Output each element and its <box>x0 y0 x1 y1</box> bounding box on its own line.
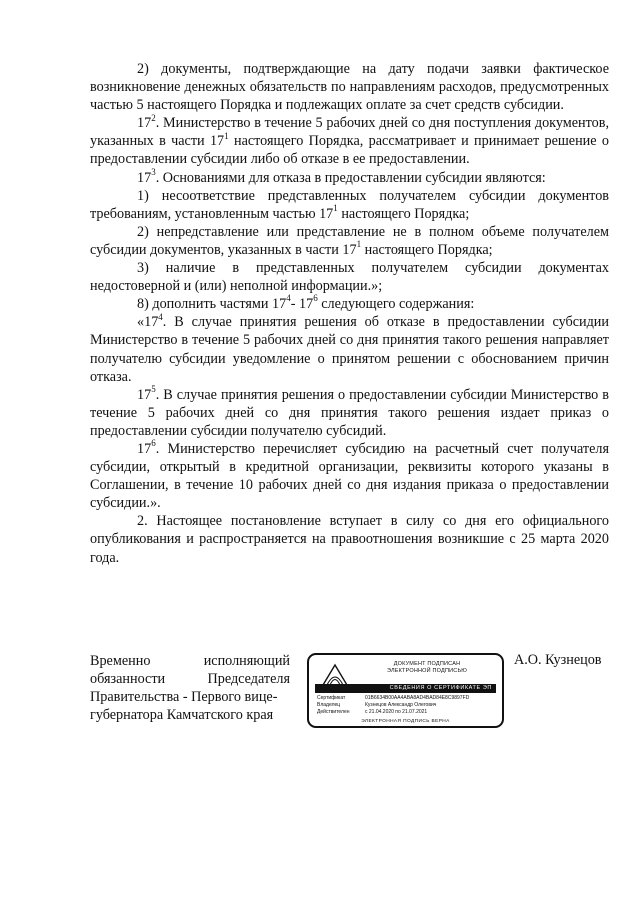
stamp-value: Кузнецов Александр Олегович <box>365 702 437 708</box>
paragraph-item-2: 2) непредставление или представление не в полном объеме получателем субсидии документов, указанных в части $17^1$ настоящего Порядка; <box>90 223 609 258</box>
sig-line: губернатора Камчатского края <box>90 707 274 724</box>
electronic-signature-stamp <box>307 653 504 728</box>
stamp-details <box>317 695 469 716</box>
stamp-label: Действителен <box>317 709 350 715</box>
paragraph-final: 2. Настоящее постановление вступает в силу со дня его официального опубликования и распространяется на правоотношения возникшие с 25 марта 2020 года. <box>90 513 609 566</box>
stamp-header-bar: СВЕДЕНИЯ О СЕРТИФИКАТЕ ЭП <box>315 684 496 693</box>
paragraph-17-6: $17^6$. Министерство перечисляет субсидию на расчетный счет получателя субсидии, открытый в кредитной организации, реквизиты которого указаны в Соглашении, в течение 10 рабочих дней со дня издания приказа о предоставлении субсидии.». <box>90 438 609 512</box>
paragraph-17-5: $17^5$. В случае принятия решения о предоставлении субсидии Министерство в течение 5 рабочих дней со дня принятия такого решения издает приказ о предоставлении субсидии получателю субсидий. <box>90 383 609 439</box>
stamp-label: Владелец <box>317 702 341 708</box>
stamp-value: 01B6634B00AA4ABA8AD4BAD84E8C9897FD <box>365 695 470 701</box>
paragraph-17-3: $17^3$. Основаниями для отказа в предоставлении субсидии являются: <box>137 166 546 186</box>
sig-word: Временно <box>90 653 151 669</box>
sig-word: обязанности <box>90 671 166 688</box>
paragraph-item-3: 3) наличие в представленных получателем субсидии документах недостоверной и (или) неполной информации.»; <box>90 260 609 295</box>
sig-line: Правительства - Первого вице- <box>90 689 278 706</box>
paragraph-17-2: $17^2$. Министерство в течение 5 рабочих дней со дня поступления документов, указанных в части $17^1$ настоящего Порядка, рассматривает и принимает решение о предоставлении субсидии либо об отказе в ее предоставлении. <box>90 112 609 168</box>
sig-word: исполняющий <box>203 653 290 669</box>
document-body <box>90 60 609 567</box>
signatory-name: А.О. Кузнецов <box>514 652 602 668</box>
paragraph-17-4: «$17^4$. В случае принятия решения об отказе в предоставлении субсидии Министерство в течение 5 рабочих дней со дня принятия такого решения направляет получателю субсидии уведомление о принятом решении с обоснованием причин отказа. <box>90 311 609 385</box>
stamp-label: Сертификат <box>317 695 346 701</box>
sig-word: Председателя <box>207 671 290 688</box>
stamp-footer: ЭЛЕКТРОННАЯ ПОДПИСЬ ВЕРНА <box>361 719 450 724</box>
paragraph-8: 8) дополнить частями $17^4-$ $17^6$ следующего содержания: <box>137 293 475 313</box>
paragraph-item-1: 1) несоответствие представленных получателем субсидии документов требованиям, установленным частью $17^1$ настоящего Порядка; <box>90 187 609 222</box>
paragraph-1: 2) документы, подтверждающие на дату подачи заявки фактическое возникновение денежных обязательств по направлениям расходов, предусмотренных частью 5 настоящего Порядка и подлежащих оплате за счет средств субсидии. <box>90 61 609 114</box>
stamp-title: ДОКУМЕНТ ПОДПИСАН ЭЛЕКТРОННОЙ ПОДПИСЬЮ <box>386 661 468 674</box>
stamp-value: с 21.04.2020 по 21.07.2021 <box>365 709 428 715</box>
signatory-title <box>90 652 290 724</box>
